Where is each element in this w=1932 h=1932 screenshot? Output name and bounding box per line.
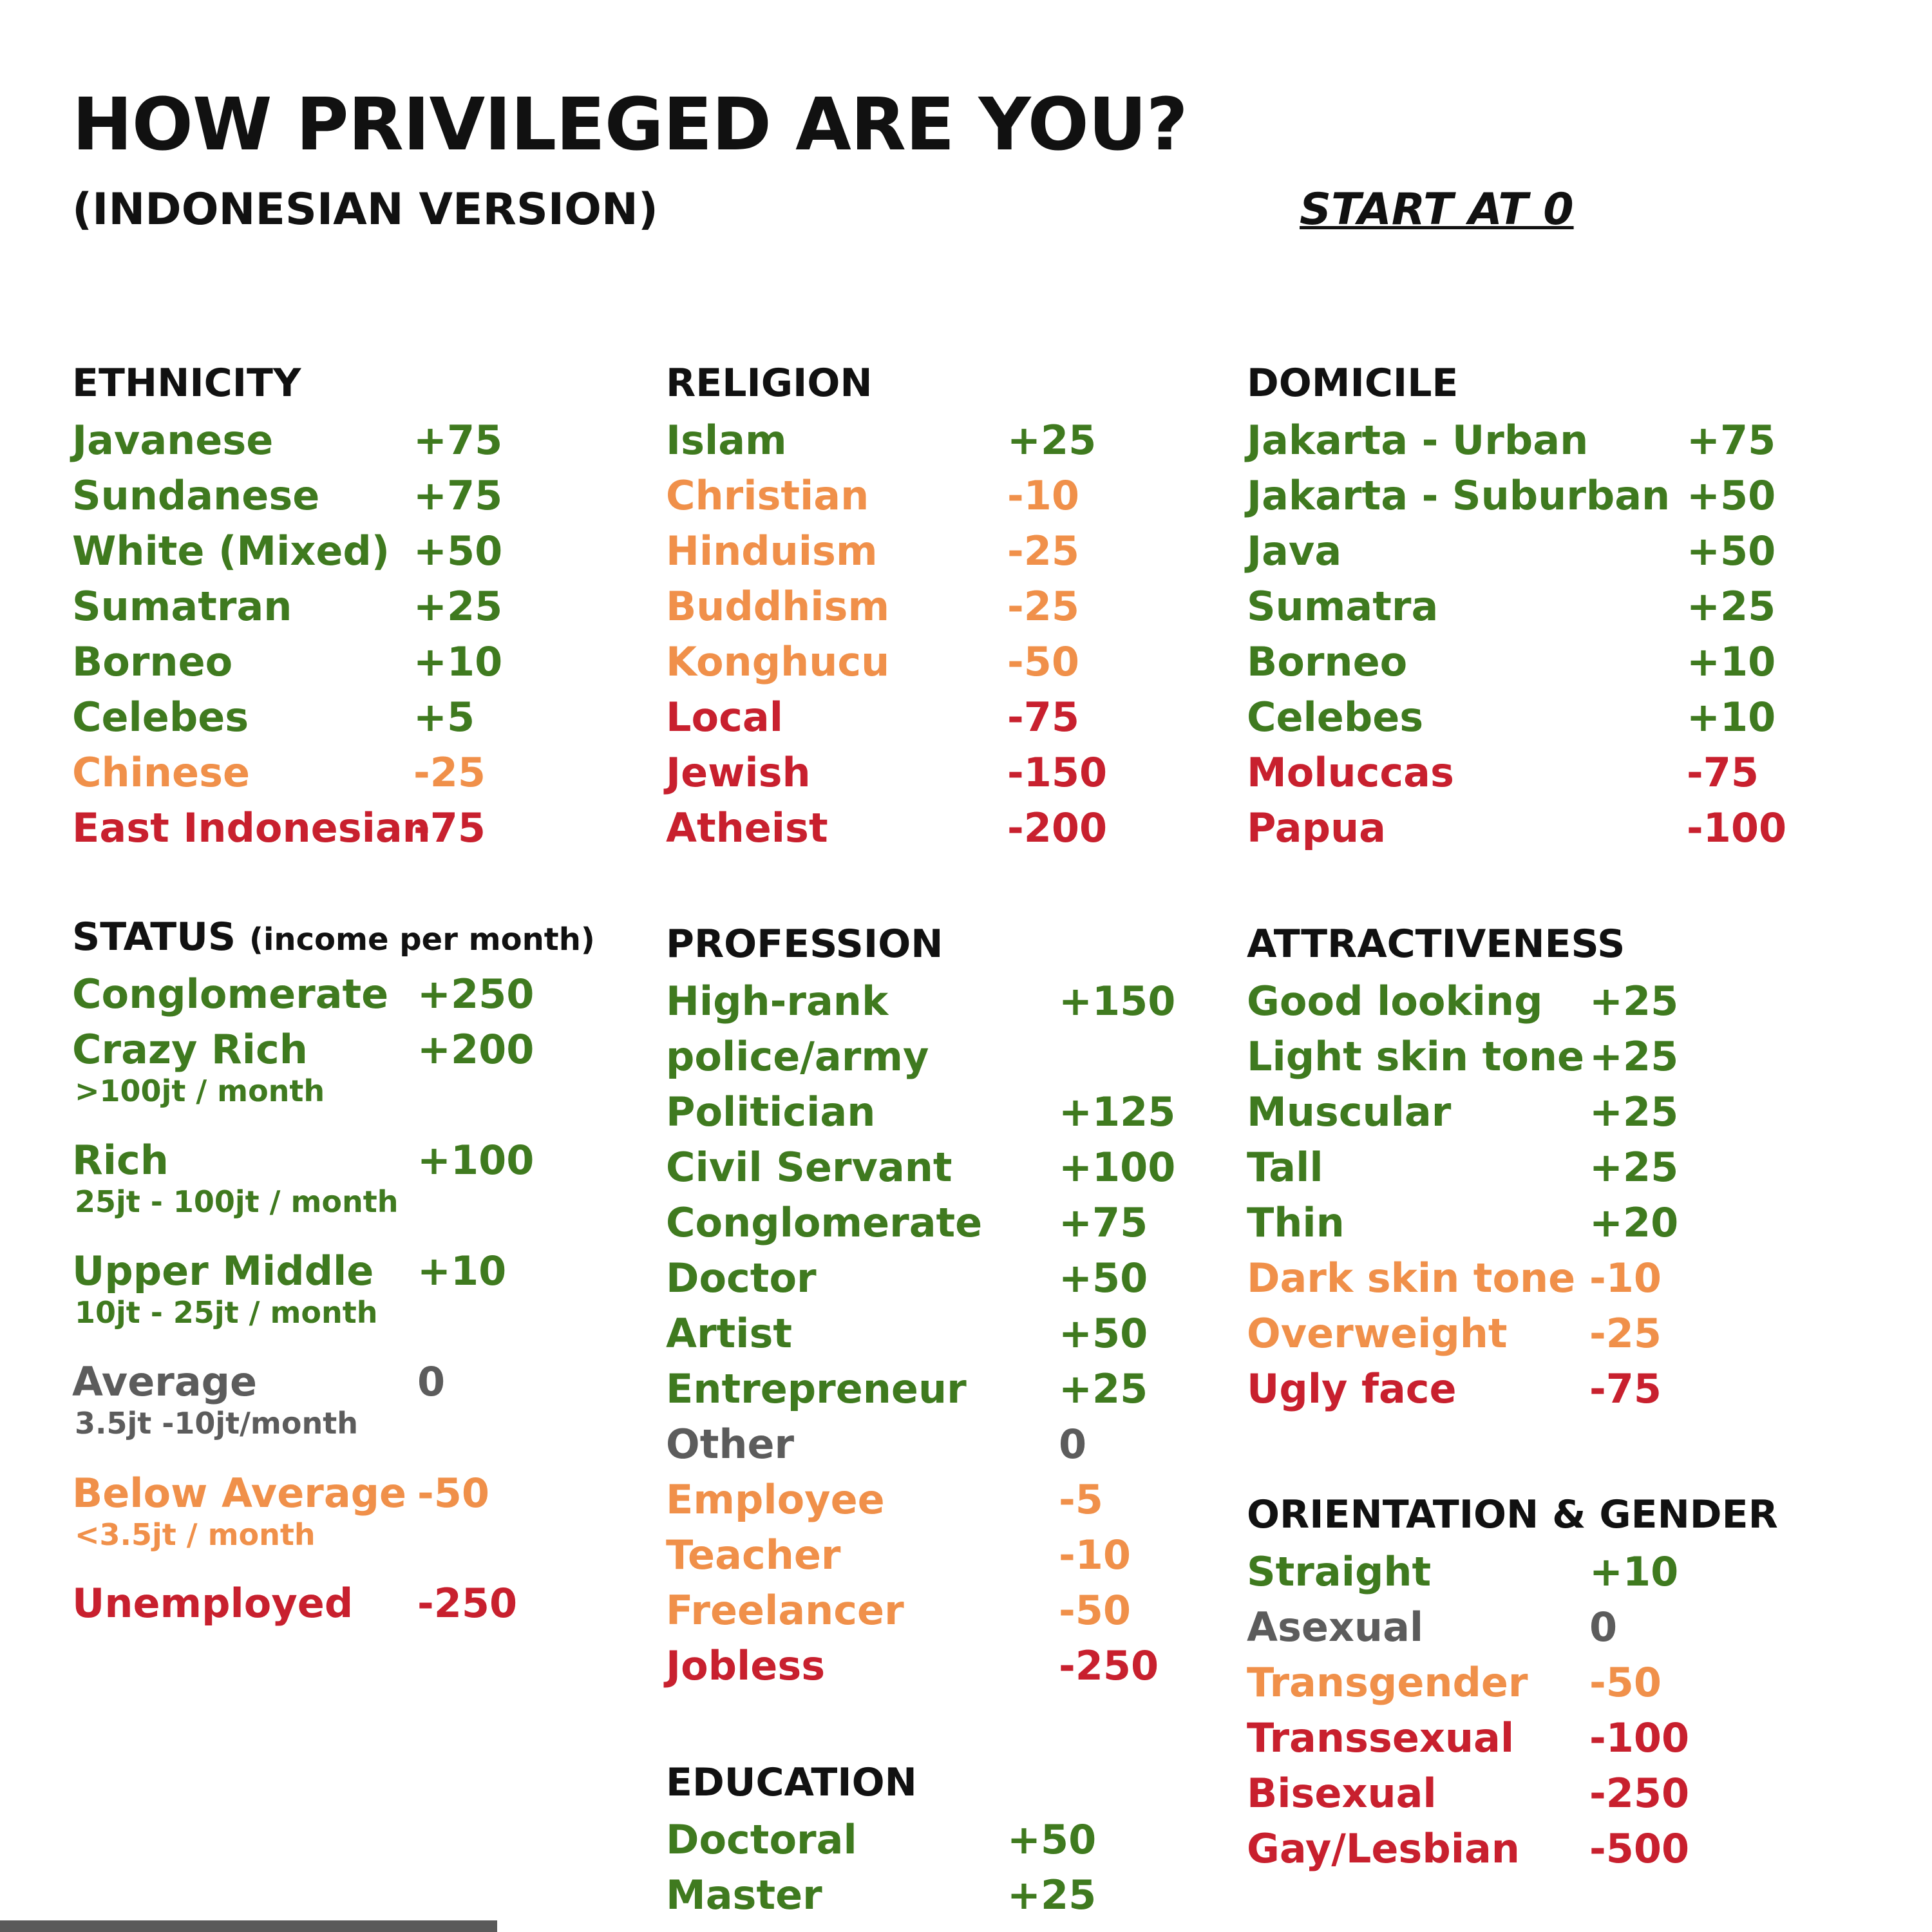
ethnicity-heading: ETHNICITY [72,361,301,406]
item-points: 0 [417,1358,446,1405]
item-label: Celebes [72,694,249,741]
item-label: Transgender [1247,1659,1528,1706]
item-points: +25 [1059,1365,1148,1412]
item-points: +5 [413,694,475,741]
item-income-range: 25jt - 100jt / month [75,1184,399,1219]
item-label: Conglomerate [72,971,389,1018]
item-points: -250 [417,1580,518,1627]
item-label: Java [1247,527,1342,574]
item-income-range: >100jt / month [75,1074,325,1108]
item-points: +25 [1589,1088,1679,1135]
item-points: +25 [1589,1144,1679,1191]
item-label: Freelancer [666,1587,904,1634]
item-points: -75 [413,804,486,851]
item-points: -5 [1059,1476,1103,1523]
item-label: Gay/Lesbian [1247,1825,1520,1872]
item-points: +10 [1589,1548,1679,1595]
item-label: Papua [1247,804,1386,851]
item-label: Jakarta - Urban [1247,417,1589,464]
item-income-range: 3.5jt -10jt/month [75,1406,358,1441]
item-label: Muscular [1247,1088,1452,1135]
item-points: -250 [1059,1642,1159,1689]
start-note: START AT 0 [1300,184,1574,235]
item-points: +10 [417,1247,507,1294]
item-points: +25 [1007,417,1097,464]
item-label: Doctoral [666,1816,857,1863]
item-label: Borneo [72,638,233,685]
item-label: Tall [1247,1144,1323,1191]
item-label: Jewish [666,749,811,796]
item-points: +25 [1589,1033,1679,1080]
item-points: +10 [413,638,503,685]
item-income-range: <3.5jt / month [75,1517,316,1552]
item-label: Buddhism [666,583,890,630]
orientation-heading: ORIENTATION & GENDER [1247,1492,1778,1537]
item-points: -10 [1059,1531,1132,1578]
item-points: +50 [1059,1255,1148,1302]
domicile-heading: DOMICILE [1247,361,1459,406]
item-points: +125 [1059,1088,1176,1135]
item-points: +50 [413,527,503,574]
item-label: Asexual [1247,1604,1424,1651]
status-heading [72,914,595,960]
item-points: -200 [1007,804,1108,851]
item-points: -50 [1059,1587,1132,1634]
item-label: Jobless [666,1642,826,1689]
item-points: +200 [417,1026,535,1073]
page-title: HOW PRIVILEGED ARE YOU? [72,83,1188,167]
item-points: -100 [1589,1714,1690,1761]
item-label: Politician [666,1088,876,1135]
item-points: -500 [1589,1825,1690,1872]
item-points: +50 [1687,527,1776,574]
item-label: Sundanese [72,472,320,519]
item-label: Average [72,1358,258,1405]
item-points: +75 [413,417,503,464]
item-label: Straight [1247,1548,1432,1595]
item-points: -100 [1687,804,1787,851]
item-points: -250 [1589,1770,1690,1817]
item-label: Javanese [72,417,274,464]
item-label: Celebes [1247,694,1424,741]
item-label: Master [666,1871,822,1918]
item-label: police/army [666,1033,929,1080]
item-points: +25 [1589,978,1679,1025]
item-label: Artist [666,1310,792,1357]
item-label: Local [666,694,783,741]
item-label: Chinese [72,749,251,796]
item-label: Conglomerate [666,1199,983,1246]
item-label: Dark skin tone [1247,1255,1576,1302]
education-heading: EDUCATION [666,1760,917,1805]
item-points: -10 [1589,1255,1662,1302]
item-points: +75 [413,472,503,519]
item-label: Sumatra [1247,583,1439,630]
item-points: +100 [1059,1144,1176,1191]
item-label: Light skin tone [1247,1033,1585,1080]
item-points: 0 [1589,1604,1618,1651]
item-points: +50 [1007,1816,1097,1863]
item-label: Atheist [666,804,828,851]
item-points: +25 [413,583,503,630]
item-label: Entrepreneur [666,1365,967,1412]
item-label: Jakarta - Suburban [1247,472,1671,519]
item-label: Bisexual [1247,1770,1437,1817]
item-points: -75 [1589,1365,1662,1412]
item-label: East Indonesian [72,804,431,851]
profession-heading: PROFESSION [666,922,943,967]
status-heading-note: (income per month) [249,922,595,958]
item-points: +150 [1059,978,1176,1025]
item-points: +10 [1687,694,1776,741]
attractiveness-heading: ATTRACTIVENESS [1247,922,1625,967]
religion-heading: RELIGION [666,361,873,406]
item-label: Transsexual [1247,1714,1515,1761]
item-label: Hinduism [666,527,878,574]
item-points: +50 [1059,1310,1148,1357]
item-points: +20 [1589,1199,1679,1246]
item-label: Civil Servant [666,1144,952,1191]
item-points: -25 [1589,1310,1662,1357]
item-label: Employee [666,1476,885,1523]
item-label: Below Average [72,1470,407,1517]
item-points: +25 [1687,583,1776,630]
item-points: -150 [1007,749,1108,796]
item-points: +25 [1007,1871,1097,1918]
item-points: +10 [1687,638,1776,685]
item-points: -25 [1007,527,1080,574]
item-label: Teacher [666,1531,841,1578]
item-points: +50 [1687,472,1776,519]
item-label: Other [666,1421,795,1468]
item-label: White (Mixed) [72,527,390,574]
item-points: +75 [1059,1199,1148,1246]
item-points: -25 [1007,583,1080,630]
item-label: Moluccas [1247,749,1454,796]
item-label: Rich [72,1137,169,1184]
bottom-scroll-bar [0,1920,497,1932]
item-label: Crazy Rich [72,1026,308,1073]
item-points: -10 [1007,472,1080,519]
item-points: +75 [1687,417,1776,464]
item-points: -75 [1007,694,1080,741]
item-label: Borneo [1247,638,1408,685]
item-label: Ugly face [1247,1365,1457,1412]
item-points: -25 [413,749,486,796]
item-label: Konghucu [666,638,890,685]
item-label: Overweight [1247,1310,1508,1357]
item-label: Thin [1247,1199,1345,1246]
item-label: Good looking [1247,978,1543,1025]
item-label: Christian [666,472,869,519]
item-points: -50 [1589,1659,1662,1706]
status-heading-title: STATUS [72,914,236,960]
item-points: -75 [1687,749,1759,796]
item-label: Doctor [666,1255,817,1302]
item-label: Sumatran [72,583,292,630]
item-points: 0 [1059,1421,1087,1468]
item-label: Islam [666,417,787,464]
page-subtitle: (INDONESIAN VERSION) [72,184,658,235]
item-label: Unemployed [72,1580,354,1627]
item-label: High-rank [666,978,889,1025]
item-points: -50 [1007,638,1080,685]
item-points: +250 [417,971,535,1018]
item-income-range: 10jt - 25jt / month [75,1295,378,1330]
item-points: +100 [417,1137,535,1184]
item-points: -50 [417,1470,490,1517]
item-label: Upper Middle [72,1247,374,1294]
